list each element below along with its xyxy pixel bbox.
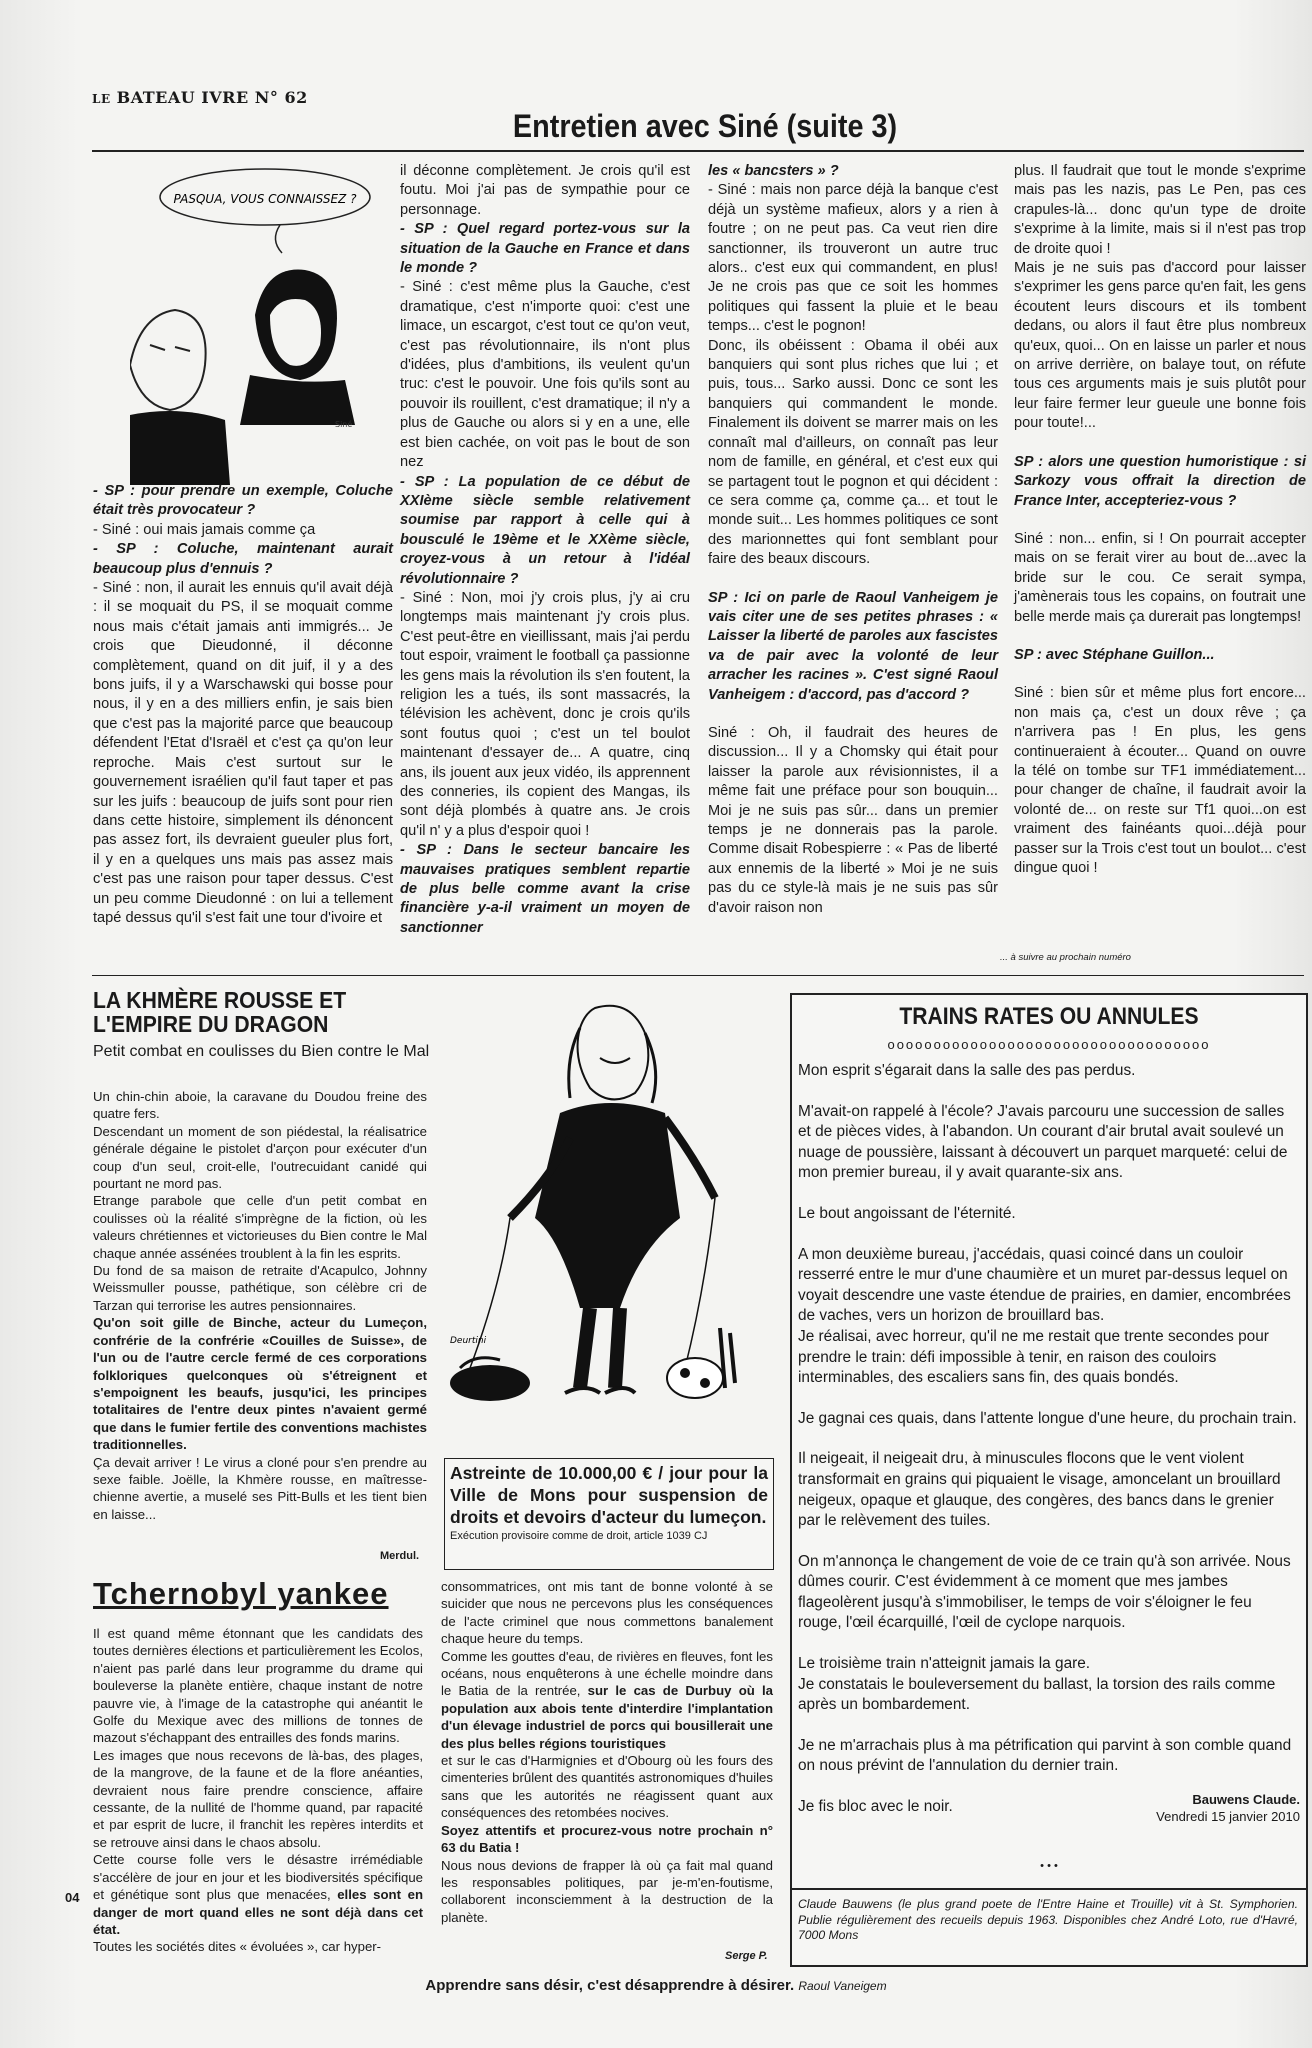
illustration-signature: Deurtini bbox=[450, 1336, 487, 1346]
trains-dots: • • • bbox=[1040, 1860, 1058, 1872]
trains-paragraph: M'avait-on rappelé à l'école? J'avais parcouru une succession de salles et de pièces vides, à l'abandon. Un courant d'air brutal avait soulevé un nuage de poussière, laissant à découvert un parquet marqueté: celui de mon premier bureau, il y avait quarante-six ans. bbox=[798, 1102, 1288, 1182]
masthead-name: BATEAU IVRE bbox=[116, 88, 249, 107]
interview-answer: - Siné : mais non parce déjà la banque c'est déjà un système mafieux, alors y a rien à foutre ; on ne peut pas. Ca veut rien dire sanctionner, ils trouveront un autre truc alors.. c'est eux qui commandent, en plus! Je ne crois pas que ce soit les hommes politiques qui fassent la pluie et le beau temps... c'est le pognon! bbox=[708, 182, 998, 335]
interview-answer: - Siné : oui mais jamais comme ça bbox=[93, 521, 316, 538]
trains-paragraph: A mon deuxième bureau, j'accédais, quasi coincé dans un couloir resserré entre le mur d'une chaumière et un muret par-dessus lequel on voyait descendre une vaste étendue de prairies, en damier, encombrées de vaches, vers un horizon de brouillard bas. Je réalisai, avec horreur, qu'il ne me restait que trente secondes pour prendre le train: défi impossible à tenir, en raison des couloirs interminables, des escaliers sans fin, des quais bondés. bbox=[798, 1245, 1291, 1387]
body-text: Comme les gouttes d'eau, de rivières en fleuves, font les océans, nous enquêterons à une échelle moindre dans le Batia de la rentrée, bbox=[441, 1648, 773, 1699]
interview-answer: - Siné : non, il aurait les ennuis qu'il avait déjà : il se moquait du PS, il se moquait comme nous mais c'était jamais anti immigrés... Je crois que Dieudonné, il déconne complètement, quand on dit juif, il y a des bons juifs, il y a Warschawski qui bosse pour nous, il y en a des milliers enfin, je sais bien que c'est pas la majorité parce que beaucoup défendent l'Etat d'Israël et c'est ça qu'on leur reproche. Mais c'est surtout sur le gouvernement israélien qu'il faut taper et pas sur les juifs : beaucoup de juifs sont pour rien dans cette histoire, simplement ils dénoncent pas assez fort, ils devraient gueuler plus fort, il y en a quelques uns mais pas assez mais c'est pas une raison pour taper dessus. C'est un peu comme Dieudonné : on lui a tellement tapé dessus qu'il s'est fait une tour d'ivoire et bbox=[93, 580, 393, 926]
section-rule bbox=[92, 975, 1304, 976]
tchernobyl-author: Serge P. bbox=[725, 1950, 768, 1962]
trains-paragraph: Il neigeait, il neigeait dru, à minuscules flocons que le vent violent transformait en grains qui piquaient le visage, amoncelant un brouillard neigeux, opaque et glauque, des congères, des bancs dans le grenier par le relèvement des tuiles. bbox=[798, 1450, 1281, 1530]
trains-body bbox=[798, 1061, 1298, 1838]
interview-question: - SP : La population de ce début de XXIème siècle semble relativement soumise par rapport à celle qui à bousculé le 19ème et le XXème siècle, croyez-vous à un retour à l'idéal révolutionnaire ? bbox=[400, 473, 690, 587]
woman-with-dogs-illustration bbox=[440, 988, 770, 1448]
tchernobyl-title: Tchernobyl yankee bbox=[93, 1576, 389, 1611]
interview-answer: il déconne complètement. Je crois qu'il est foutu. Moi j'ai pas de sympathie pour ce personnage. bbox=[400, 163, 690, 218]
interview-question: SP : avec Stéphane Guillon... bbox=[1014, 646, 1215, 663]
interview-question: - SP : pour prendre un exemple, Coluche était très provocateur ? bbox=[93, 483, 393, 519]
khmere-paragraph: Un chin-chin aboie, la caravane du Doudou freine des quatre fers. bbox=[93, 1089, 427, 1122]
paragraph-gap bbox=[1014, 511, 1306, 530]
body-text: et sur le cas d'Harmignies et d'Obourg où les fours des cimenteries brûlent des quantités astronomiques d'huiles sans que les autorités ne réagissent quant aux conséquences des retombées nocives. bbox=[441, 1753, 773, 1821]
interview-answer: Siné : non... enfin, si ! On pourrait accepter mais on se ferait virer au bout de...avec la bride sur le cou. Ce serait sympa, j'amènerais tous les copains, on foutrait une belle merde mais ça durerait pas longtemps! bbox=[1014, 530, 1306, 625]
interview-question: les « bancsters » ? bbox=[708, 163, 839, 179]
masthead-lead: LE bbox=[92, 92, 111, 106]
tchernobyl-paragraph bbox=[441, 1822, 773, 1857]
tchernobyl-paragraph bbox=[441, 1857, 773, 1927]
tchernobyl-paragraph bbox=[441, 1752, 773, 1822]
khmere-paragraph: Ça devait arriver ! Le virus a cloné pour s'en prendre au sexe faible. Joëlle, la Khmère rousse, en maîtresse-chienne avertie, a muselé ses Pitt-Bulls et les tient bien en laisse... bbox=[93, 1454, 427, 1522]
astreinte-caption-small: Exécution provisoire comme de droit, article 1039 CJ bbox=[450, 1530, 708, 1542]
astreinte-caption: Astreinte de 10.000,00 € / jour pour la Ville de Mons pour suspension de droits et devoirs d'acteur du lumeçon. bbox=[450, 1463, 768, 1527]
interview-col-3 bbox=[708, 162, 998, 918]
body-text: consommatrices, ont mis tant de bonne volonté à se suicider que nous ne percevons plus les conséquences de l'acte criminel que nous commettons banalement chaque heure du temps. bbox=[441, 1579, 773, 1647]
interview-question: SP : Ici on parle de Raoul Vanheigem je vais citer une de ses petites phrases : « Laisser la liberté de paroles aux fascistes va de pair avec la volonté de leur arracher les racines ». C'est signé Raoul Vanheigem : d'accord, pas d'accord ? bbox=[708, 589, 998, 703]
interview-title: Entretien avec Siné (suite 3) bbox=[512, 108, 898, 144]
trains-author: Bauwens Claude. bbox=[1192, 1792, 1300, 1807]
tchernobyl-paragraph bbox=[93, 1938, 423, 1955]
khmere-body bbox=[93, 1088, 427, 1523]
khmere-paragraph: Qu'on soit gille de Binche, acteur du Lumeçon, confrérie de la confrérie «Couilles de Suisse», de l'un ou de l'autre cercle fermé de ces corporations folkloriques quelconques où s'étreignent et s'empoignent les beaufs, jusqu'ici, les principes totalitaires de l'entre deux pintes n'avaient germé que dans le fumier fertile des conventions machistes traditionnelles. bbox=[93, 1315, 427, 1453]
trains-paragraph: Je ne m'arrachais plus à ma pétrification qui parvint à son comble quand on nous prévint de l'annulation du dernier train. bbox=[798, 1736, 1292, 1775]
tchernobyl-col-2 bbox=[441, 1578, 773, 1926]
khmere-paragraph: Etrange parabole que celle d'un petit combat en coulisses où la réalité s'imprègne de la fiction, où les valeurs chrétiennes et victorieuses du Bien contre le Mal chaque année assénées troublent à la fin les esprits. bbox=[93, 1193, 427, 1261]
khmere-paragraph: Du fond de sa maison de retraite d'Acapulco, Johnny Weissmuller pousse, pathétique, son célèbre cri de Tarzan qui terrorise les autres pensionnaires. bbox=[93, 1263, 427, 1313]
page-number: 04 bbox=[65, 1890, 80, 1905]
paragraph-gap bbox=[708, 570, 998, 589]
interview-answer: Mais je ne suis pas d'accord pour laisser s'exprimer les gens parce qu'en fait, les gens écoutent leurs discours et ils tombent dedans, ou alors il faut être plus nombreux qu'eux, quoi... On en laisse un parler et nous on arrive derrière, on balaye tout, on réfute tous ces arguments mais je suis plutôt pour leur faire fermer leur gueule une bonne fois pour toute!... bbox=[1014, 260, 1306, 432]
trains-paragraph: Le troisième train n'atteignit jamais la gare. Je constatais le bouleversement du ballast, la torsion des rails comme après un bombardement. bbox=[798, 1655, 1276, 1714]
body-text: Les images que nous recevons de là-bas, des plages, de la mangrove, de la faune et de la flore anéanties, devraient nous faire prendre conscience, affaire cessante, de la nullité de l'homme quand, par rapacité et par esprit de lucre, il franchit les repères interdits et se retrouve ainsi dans le chaos absolu. bbox=[93, 1747, 423, 1850]
paragraph-gap bbox=[1014, 665, 1306, 684]
khmere-subtitle: Petit combat en coulisses du Bien contre le Mal bbox=[93, 1043, 430, 1060]
paragraph-gap bbox=[1014, 627, 1306, 646]
tchernobyl-col-1 bbox=[93, 1625, 423, 1956]
body-text: Il est quand même étonnant que les candidats des toutes dernières élections et particulièrement les Ecolos, n'aient pas parlé dans leur programme du drame qui bouleverse la planète entière, chaque instant de notre pauvre vie, à l'image de la catastrophe qui anéantit le Golfe du Mexique avec des millions de tonnes de mazout s'échappant des entrailles des fonds marins. bbox=[93, 1626, 423, 1746]
paragraph-gap bbox=[708, 705, 998, 724]
footer-quote-line bbox=[0, 1977, 1312, 1994]
tchernobyl-paragraph bbox=[441, 1578, 773, 1648]
emphasis-text: elles sont en danger de mort quand elles ne sont déjà dans cet état. bbox=[93, 1887, 423, 1937]
trains-box bbox=[790, 993, 1308, 1967]
interview-answer: Siné : Oh, il faudrait des heures de discussion... Il y a Chomsky qui était pour laisser la parole aux révisionnistes, il a même fait une préface pour son bouquin... Moi je ne suis pas sûr... dans un premier temps je ne donnerais pas la parole. Comme disait Robespierre : « Pas de liberté aux ennemis de la liberté » Moi je ne suis pas du ce style-là mais je ne suis pas sûr d'avoir raison non bbox=[708, 724, 998, 916]
cartoon-illustration bbox=[130, 165, 380, 485]
cartoon-bubble-text: PASQUA, VOUS CONNAISSEZ ? bbox=[173, 192, 357, 206]
trains-date: Vendredi 15 janvier 2010 bbox=[1156, 1809, 1300, 1824]
interview-answer: plus. Il faudrait que tout le monde s'exprime mais pas les nazis, pas Le Pen, pas ces crapules-là... donc qu'un type de droite s'exprime à la limite, mais si il n'est pas trop de droite quoi ! bbox=[1014, 163, 1306, 257]
continued-note: ... à suivre au prochain numéro bbox=[1000, 952, 1131, 963]
trains-paragraph: Je gagnai ces quais, dans l'attente longue d'une heure, du prochain train. bbox=[798, 1409, 1297, 1427]
interview-col-1 bbox=[93, 482, 393, 928]
trains-paragraph: Je fis bloc avec le noir. bbox=[798, 1798, 953, 1816]
body-text: Cette course folle vers le désastre irrémédiable s'accélère de jour en jour et les biodiversités spécifique et génétique sont plus que menacées, bbox=[93, 1852, 423, 1903]
interview-question: SP : alors une question humoristique : si Sarkozy vous offrait la direction de France Inter, accepteriez-vous ? bbox=[1014, 453, 1306, 509]
bio-rule bbox=[792, 1888, 1306, 1890]
interview-answer: Donc, ils obéissent : Obama il obéi aux banquiers qui sont plus riches que lui ; et puis, tous... Sarko aussi. Donc ce sont les banquiers qui commandent le monde. Finalement ils doivent se marrer mais on les connaît mal d'ailleurs, on connaît pas leur nom de famille, en général, et c'est eux qui se partagent tout le pognon et qui décident : ce sera comme ça, comme ça... et tout le monde suit... Les hommes politiques ce sont des marionnettes qui font semblant pour faire des beaux discours. bbox=[708, 337, 998, 568]
khmere-author: Merdul. bbox=[380, 1550, 420, 1562]
tchernobyl-paragraph bbox=[93, 1851, 423, 1938]
interview-question: - SP : Dans le secteur bancaire les mauvaises pratiques semblent repartie de plus belle comme avant la crise financière y-a-il vraiment un moyen de sanctionner bbox=[400, 842, 690, 936]
interview-question: - SP : Coluche, maintenant aurait beaucoup plus d'ennuis ? bbox=[93, 541, 393, 577]
tchernobyl-paragraph bbox=[93, 1625, 423, 1747]
trains-circles: ooooooooooooooooooooooooooooooooooo bbox=[887, 1037, 1211, 1052]
interview-question: - SP : Quel regard portez-vous sur la situation de la Gauche en France et dans le monde ? bbox=[400, 221, 690, 277]
trains-paragraph: Le bout angoissant de l'éternité. bbox=[798, 1204, 1016, 1222]
emphasis-text: Soyez attentifs et procurez-vous notre prochain n° 63 du Batia ! bbox=[441, 1822, 773, 1856]
body-text: Nous nous devions de frapper là où ça fait mal quand les responsables politiques, par je-m'en-foutisme, collaborent inconsciemment à la destruction de la planète. bbox=[441, 1857, 773, 1925]
interview-col-2 bbox=[400, 162, 690, 938]
body-text: Toutes les sociétés dites « évoluées », car hyper- bbox=[93, 1939, 382, 1955]
trains-title: TRAINS RATES OU ANNULES bbox=[899, 1003, 1199, 1030]
footer-quote-author: Raoul Vaneigem bbox=[798, 1979, 887, 1993]
interview-col-4 bbox=[1014, 162, 1306, 878]
trains-bio: Claude Bauwens (le plus grand poete de l'Entre Haine et Trouille) vit à St. Symphorien. Publie régulièrement des recueils depuis 1963. Disponibles chez André Loto, rue d'Havré, 7000 Mons bbox=[798, 1897, 1298, 1942]
trains-paragraph: Mon esprit s'égarait dans la salle des pas perdus. bbox=[798, 1062, 1136, 1079]
interview-answer: - Siné : Non, moi j'y crois plus, j'y ai cru longtemps mais maintenant j'y crois plus. C'est peut-être en vieillissant, mais j'ai perdu tout espoir, vraiment le football ça passionne les gens mais la révolution ils s'en foutent, la religion les a tués, ils sont massacrés, la télévision les achèvent, donc je crois qu'ils sont foutus quoi ; c'est un tel boulot maintenant d'essayer de... A quatre, cinq ans, ils jouent aux jeux vidéo, ils apprennent des conneries, ils copient des Mangas, ils sont déjà plombés à quatre ans. Je crois qu'il n' y a plus d'espoir quoi ! bbox=[400, 589, 690, 839]
footer-quote: Apprendre sans désir, c'est désapprendre à désirer. bbox=[425, 1977, 795, 1994]
khmere-title: LA KHMÈRE ROUSSE ET L'EMPIRE DU DRAGON bbox=[93, 987, 347, 1037]
masthead-issue: N° 62 bbox=[254, 88, 308, 107]
tchernobyl-paragraph bbox=[441, 1648, 773, 1752]
emphasis-text: sur le cas de Durbuy où la population aux abois tente d'interdire l'implantation d'un élevage industriel de porcs qui bousillerait une des plus belles régions touristiques bbox=[441, 1683, 773, 1751]
masthead bbox=[92, 88, 308, 107]
paragraph-gap bbox=[1014, 434, 1306, 453]
header-rule bbox=[92, 150, 1304, 152]
trains-paragraph: On m'annonça le changement de voie de ce train qu'à son arrivée. Nous dûmes courir. C'est évidemment à ce moment que mes jambes flageolèrent jusqu'à s'immobiliser, le temps de voir s'éloigner le feu rouge, l'œil écarquillé, l'œil de cyclope narquois. bbox=[798, 1552, 1291, 1632]
tchernobyl-paragraph bbox=[93, 1747, 423, 1851]
interview-answer: Siné : bien sûr et même plus fort encore... non mais ça, c'est un doux rêve ; ça n'arrivera pas ! En plus, les gens continueraient à écouter... Quand on ouvre la télé on tombe sur TF1 immédiatement... pour changer de chaîne, il faudrait avoir la volonté de... on reste sur Tf1 quoi...on est vraiment des fainéants quoi...déjà pour passer sur la Trois c'est tout un boulot... c'est dingue quoi ! bbox=[1014, 685, 1306, 876]
interview-answer: - Siné : c'est même plus la Gauche, c'est dramatique, c'est n'importe quoi: c'est une limace, un escargot, c'est tout ce qu'on veut, c'est pas révolutionnaire, ils n'ont plus d'idées, plus d'ambitions, ils veulent qu'un truc: c'est le pouvoir. Une fois qu'ils sont au pouvoir ils rouillent, c'est dramatique; il n'y a plus de Gauche ou alors si y en a une, elle est bien cachée, on voit pas le bout de son nez bbox=[400, 279, 690, 471]
svg-text:Siné: Siné bbox=[335, 420, 353, 429]
astreinte-caption-box bbox=[444, 1458, 774, 1570]
khmere-paragraph: Descendant un moment de son piédestal, la réalisatrice générale dégaine le pistolet d'arçon pour exécuter d'un coup d'un seul, croit-elle, l'outrecuidant canidé qui pourtant ne mord pas. bbox=[93, 1123, 427, 1192]
